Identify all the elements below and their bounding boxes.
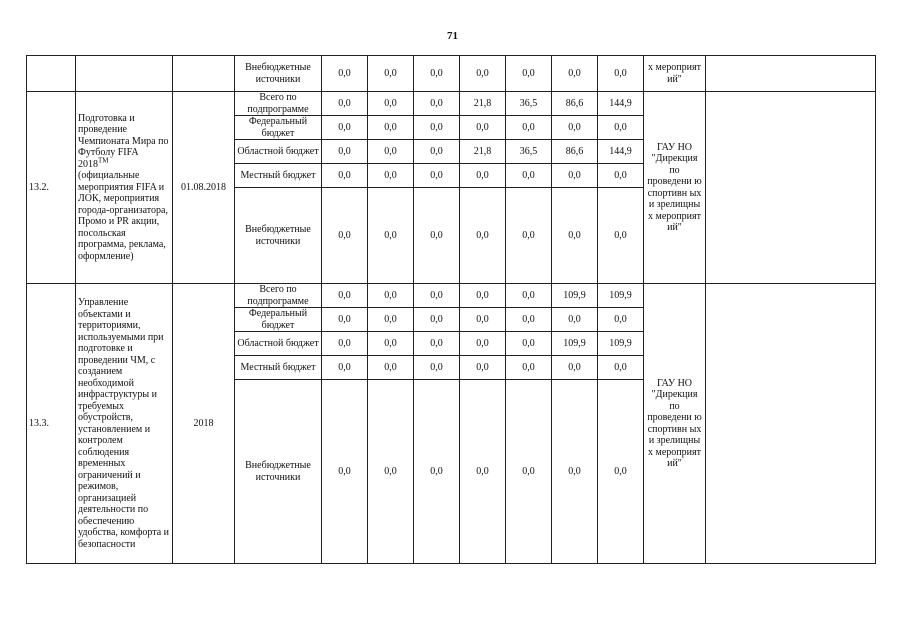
- value-cell: 0,0: [322, 356, 368, 380]
- value-cell: 0,0: [414, 380, 460, 564]
- value-cell: 0,0: [414, 92, 460, 116]
- value-cell: 0,0: [414, 188, 460, 284]
- value-cell: 109,9: [598, 284, 644, 308]
- value-cell: 0,0: [460, 380, 506, 564]
- value-cell: 0,0: [460, 164, 506, 188]
- item-number: 13.2.: [27, 92, 76, 284]
- value-cell: 0,0: [506, 188, 552, 284]
- value-cell: 0,0: [552, 380, 598, 564]
- item-number: [27, 56, 76, 92]
- value-cell: 0,0: [460, 56, 506, 92]
- funding-source: Областной бюджет: [235, 140, 322, 164]
- item-date: [173, 56, 235, 92]
- item-name: [76, 92, 173, 284]
- value-cell: 0,0: [414, 356, 460, 380]
- value-cell: 0,0: [506, 380, 552, 564]
- trademark-superscript: TM: [98, 156, 109, 165]
- value-cell: 109,9: [552, 284, 598, 308]
- item-number: 13.3.: [27, 284, 76, 564]
- value-cell: 0,0: [414, 164, 460, 188]
- funding-source: Всего по подпрограмме: [235, 284, 322, 308]
- page-number: 71: [447, 30, 458, 42]
- funding-source: Местный бюджет: [235, 356, 322, 380]
- value-cell: 0,0: [368, 188, 414, 284]
- item-name-main: Подготовка и проведение Чемпионата Мира по Футболу FIFA 2018: [78, 112, 169, 170]
- value-cell: 0,0: [414, 116, 460, 140]
- value-cell: 21,8: [460, 140, 506, 164]
- value-cell: 0,0: [506, 284, 552, 308]
- value-cell: 0,0: [552, 308, 598, 332]
- funding-source: Местный бюджет: [235, 164, 322, 188]
- value-cell: 0,0: [552, 188, 598, 284]
- value-cell: 0,0: [414, 284, 460, 308]
- value-cell: 0,0: [322, 116, 368, 140]
- value-cell: 0,0: [552, 356, 598, 380]
- responsible-executor: ГАУ НО "Дирекция по проведени ю спортивн ых и зрелищны х мероприят ий": [644, 92, 706, 284]
- responsible-executor: ГАУ НО "Дирекция по проведени ю спортивн ых и зрелищны х мероприят ий": [644, 284, 706, 564]
- extra-cell: [706, 284, 876, 564]
- item-name-main: Управление объектами и территориями, используемыми при подготовке и проведении ЧМ, с созданием необходимой инфраструктуры и требуемых обустройств, установлением и контролем соблюдения временных ограничений и режимов, организацией деятельности по обеспечению удобства, комфорта и безопасности: [78, 297, 170, 550]
- value-cell: 0,0: [322, 164, 368, 188]
- value-cell: 0,0: [368, 308, 414, 332]
- value-cell: 0,0: [368, 140, 414, 164]
- table-row: [27, 56, 876, 92]
- funding-source: Внебюджетные источники: [235, 380, 322, 564]
- value-cell: 0,0: [552, 56, 598, 92]
- funding-source: Федеральный бюджет: [235, 116, 322, 140]
- item-name: [76, 56, 173, 92]
- value-cell: 0,0: [506, 116, 552, 140]
- value-cell: 0,0: [460, 308, 506, 332]
- value-cell: 0,0: [506, 332, 552, 356]
- value-cell: 0,0: [460, 332, 506, 356]
- value-cell: 0,0: [598, 56, 644, 92]
- table-row: [27, 92, 876, 116]
- table-row: [27, 284, 876, 308]
- value-cell: 109,9: [598, 332, 644, 356]
- item-date: 01.08.2018: [173, 92, 235, 284]
- value-cell: 0,0: [322, 308, 368, 332]
- value-cell: 21,8: [460, 92, 506, 116]
- value-cell: 0,0: [460, 188, 506, 284]
- value-cell: 0,0: [460, 356, 506, 380]
- value-cell: 0,0: [414, 56, 460, 92]
- value-cell: 0,0: [598, 380, 644, 564]
- value-cell: 109,9: [552, 332, 598, 356]
- value-cell: 0,0: [506, 308, 552, 332]
- value-cell: 0,0: [368, 56, 414, 92]
- value-cell: 0,0: [368, 92, 414, 116]
- value-cell: 86,6: [552, 140, 598, 164]
- value-cell: 0,0: [506, 356, 552, 380]
- value-cell: 0,0: [368, 116, 414, 140]
- value-cell: 0,0: [368, 284, 414, 308]
- value-cell: 144,9: [598, 140, 644, 164]
- value-cell: 0,0: [322, 56, 368, 92]
- value-cell: 0,0: [322, 284, 368, 308]
- value-cell: 0,0: [368, 164, 414, 188]
- value-cell: 0,0: [414, 332, 460, 356]
- responsible-executor: х мероприят ий": [644, 56, 706, 92]
- value-cell: 0,0: [368, 380, 414, 564]
- value-cell: 0,0: [322, 92, 368, 116]
- extra-cell: [706, 56, 876, 92]
- value-cell: 0,0: [552, 116, 598, 140]
- item-date: 2018: [173, 284, 235, 564]
- funding-source: Областной бюджет: [235, 332, 322, 356]
- value-cell: 0,0: [414, 308, 460, 332]
- funding-source: Всего по подпрограмме: [235, 92, 322, 116]
- value-cell: 0,0: [414, 140, 460, 164]
- item-name-rest: (официальные мероприятия FIFA и ЛОК, мероприятия города-организатора, Промо и PR акции, посольская программа, реклама, оформление): [78, 170, 168, 262]
- funding-source: Внебюджетные источники: [235, 188, 322, 284]
- value-cell: 0,0: [598, 356, 644, 380]
- value-cell: 0,0: [598, 308, 644, 332]
- value-cell: 0,0: [322, 188, 368, 284]
- funding-source: Федеральный бюджет: [235, 308, 322, 332]
- value-cell: 0,0: [368, 332, 414, 356]
- item-name: [76, 284, 173, 564]
- value-cell: 0,0: [322, 140, 368, 164]
- funding-source: Внебюджетные источники: [235, 56, 322, 92]
- value-cell: 0,0: [322, 380, 368, 564]
- value-cell: 144,9: [598, 92, 644, 116]
- value-cell: 86,6: [552, 92, 598, 116]
- value-cell: 36,5: [506, 140, 552, 164]
- value-cell: 0,0: [368, 356, 414, 380]
- value-cell: 0,0: [460, 116, 506, 140]
- value-cell: 0,0: [322, 332, 368, 356]
- value-cell: 0,0: [552, 164, 598, 188]
- value-cell: 0,0: [598, 188, 644, 284]
- value-cell: 36,5: [506, 92, 552, 116]
- value-cell: 0,0: [598, 116, 644, 140]
- value-cell: 0,0: [506, 56, 552, 92]
- value-cell: 0,0: [506, 164, 552, 188]
- value-cell: 0,0: [598, 164, 644, 188]
- budget-table: [26, 55, 876, 564]
- value-cell: 0,0: [460, 284, 506, 308]
- extra-cell: [706, 92, 876, 284]
